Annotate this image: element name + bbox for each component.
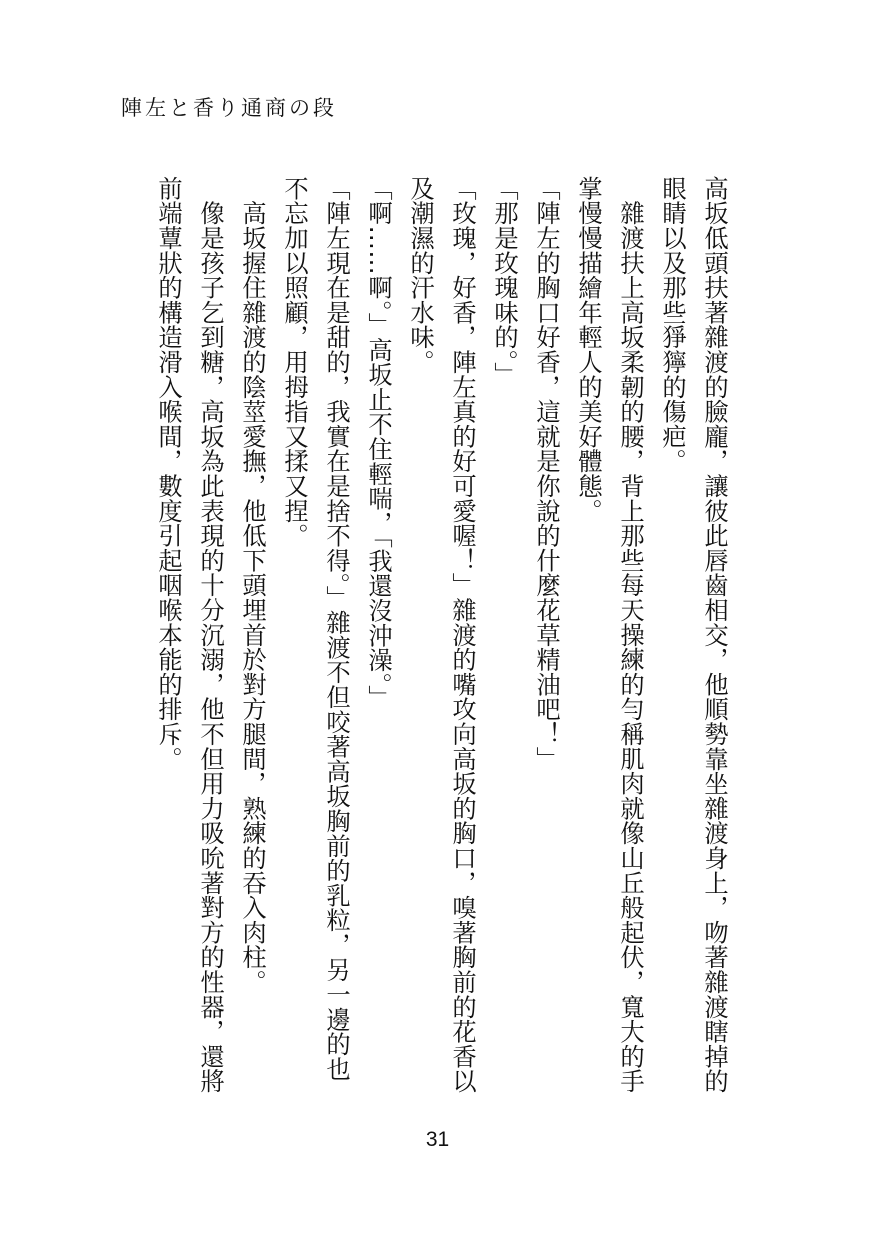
dialogue-line: 「陣左現在是甜的，我實在是捨不得。」雜渡不但咬著高坂胸前的乳粒，另一邊的也不忘加以照顧，用拇指又揉又捏。 — [280, 176, 351, 1082]
paragraph: 雜渡扶上高坂柔韌的腰，背上那些每天操練的勻稱肌肉就像山丘般起伏，寬大的手掌慢慢描繪年輕人的美好體態。 — [574, 176, 645, 1094]
paragraph: 像是孩子乞到糖，高坂為此表現的十分沉溺，他不但用力吸吮著對方的性器，還將前端蕈狀的構造滑入喉間，數度引起咽喉本能的排斥。 — [154, 176, 225, 1094]
dialogue-line: 「那是玫瑰味的。」 — [490, 176, 519, 388]
paragraph: 高坂低頭扶著雜渡的臉龐，讓彼此唇齒相交，他順勢靠坐雜渡身上，吻著雜渡瞎掉的眼睛以及那些猙獰的傷疤。 — [658, 176, 729, 1094]
paragraph: 高坂握住雜渡的陰莖愛撫，他低下頭埋首於對方腿間，熟練的吞入肉柱。 — [238, 176, 267, 995]
running-header-title: 陣左と香り通商の段 — [121, 96, 337, 120]
body-text — [135, 176, 735, 1096]
page-number: 31 — [425, 1128, 450, 1151]
dialogue-line: 「玫瑰，好香，陣左真的好可愛喔！」雜渡的嘴攻向高坂的胸口，嗅著胸前的花香以及潮濕的汗水味。 — [406, 176, 477, 1094]
dialogue-line: 「陣左的胸口好香，這就是你說的什麼花草精油吧！」 — [532, 176, 561, 772]
dialogue-line: 「啊……啊。」高坂止不住輕喘，「我還沒沖澡。」 — [364, 176, 393, 710]
